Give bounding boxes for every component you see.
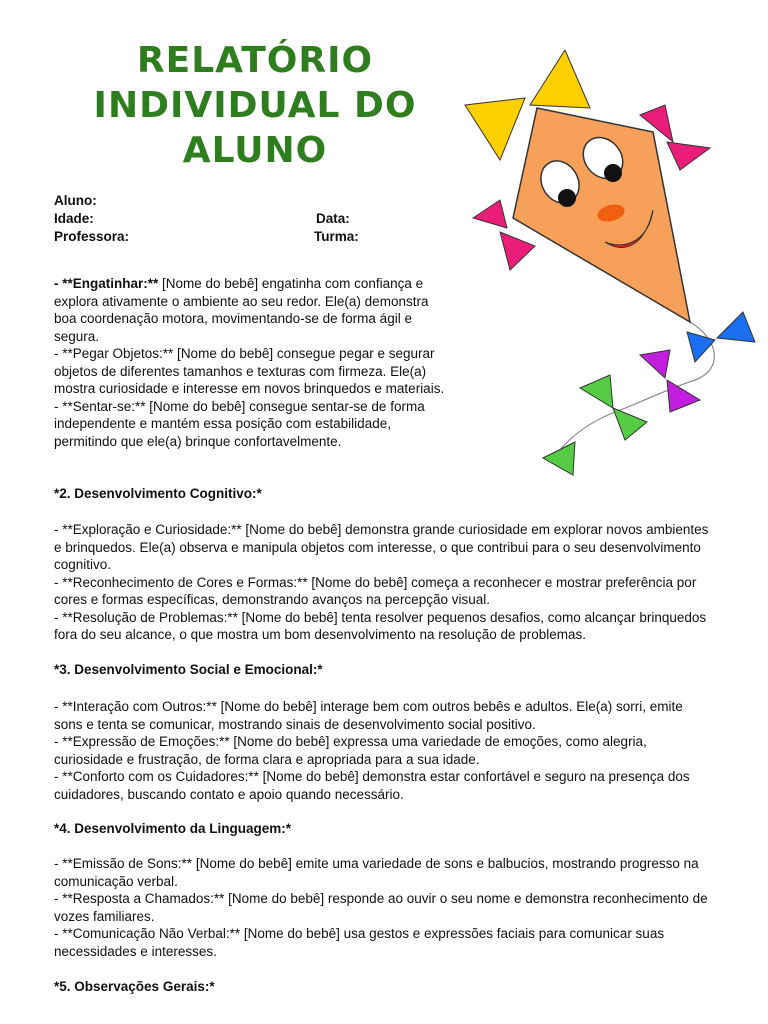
motor-item-sentar: - **Sentar-se:** [Nome do bebê] consegue sentar-se de forma independente e mantém essa posição com estabilidade, permitindo que ele(a) brinque confortavelmente. xyxy=(54,398,425,449)
motor-item-pegar-objetos: - **Pegar Objetos:** [Nome do bebê] consegue pegar e segurar objetos de diferentes tamanhos e texturas com firmeza. Ele(a) mostra curiosidade e interesse em novos brinquedos e materiais. xyxy=(54,346,445,396)
linguagem-item-2: - **Resposta a Chamados:** [Nome do bebê] responde ao ouvir o seu nome e demonstra reconhecimento de vozes familiares. xyxy=(54,891,708,924)
social-item-3: - **Conforto com os Cuidadores:** [Nome do bebê] demonstra estar confortável e seguro na presença dos cuidadores, buscando contato e apoio quando necessário. xyxy=(54,769,690,802)
bow-purple-top xyxy=(640,350,670,378)
title-line-2: INDIVIDUAL DO xyxy=(93,85,417,126)
field-data: Data: xyxy=(316,211,350,226)
bow-pink-right-bottom xyxy=(667,142,710,170)
motor-section xyxy=(54,275,454,450)
kite-pupil-left xyxy=(558,189,576,207)
social-item-1: - **Interação com Outros:** [Nome do bebê] interage bem com outros bebês e adultos. Ele(a) sorri, emite sons e tenta se comunicar, mostrando sinais de desenvolvimento social positivo. xyxy=(54,699,683,732)
field-aluno: Aluno: xyxy=(54,193,97,208)
bow-green-right xyxy=(613,408,647,440)
bow-purple-bottom xyxy=(667,380,700,412)
social-item-2: - **Expressão de Emoções:** [Nome do bebê] expressa uma variedade de emoções, como alegria, curiosidade e frustração, de forma clara e apropriada para a sua idade. xyxy=(54,734,647,767)
field-professora: Professora: xyxy=(54,229,130,244)
motor-item-engatinhar-label: - **Engatinhar:** xyxy=(54,276,159,291)
field-idade: Idade: xyxy=(54,211,94,226)
bow-green-bottom xyxy=(543,442,575,475)
bow-green-top xyxy=(580,375,613,408)
heading-observacoes: *5. Observações Gerais:* xyxy=(54,979,215,994)
document-title xyxy=(60,38,450,173)
cognitivo-item-1: - **Exploração e Curiosidade:** [Nome do bebê] demonstra grande curiosidade em explorar novos ambientes e brinquedos. Ele(a) observa e manipula objetos com interesse, o que contribui para o seu desenvolvimento cognitivo. xyxy=(54,522,709,572)
title-line-1: RELATÓRIO xyxy=(136,40,374,81)
heading-cognitivo: *2. Desenvolvimento Cognitivo:* xyxy=(54,486,262,501)
linguagem-item-1: - **Emissão de Sons:** [Nome do bebê] emite uma variedade de sons e balbucios, mostrando progresso na comunicação verbal. xyxy=(54,856,699,889)
bow-pink-left-top xyxy=(473,200,507,228)
bow-blue-left xyxy=(687,332,715,362)
title-line-3: ALUNO xyxy=(182,130,328,171)
linguagem-item-3: - **Comunicação Não Verbal:** [Nome do bebê] usa gestos e expressões faciais para comunicar suas necessidades e interesses. xyxy=(54,926,665,959)
bow-pink-left-bottom xyxy=(500,232,535,270)
kite-pupil-right xyxy=(604,164,622,182)
heading-linguagem: *4. Desenvolvimento da Linguagem:* xyxy=(54,821,292,836)
bow-blue-right xyxy=(717,312,755,342)
heading-social: *3. Desenvolvimento Social e Emocional:* xyxy=(54,662,323,677)
motor-item-engatinhar xyxy=(54,275,454,345)
bow-yellow-left xyxy=(465,98,525,160)
bow-yellow-right xyxy=(530,50,590,108)
field-turma: Turma: xyxy=(314,229,359,244)
cognitivo-item-3: - **Resolução de Problemas:** [Nome do bebê] tenta resolver pequenos desafios, como alcançar brinquedos fora do seu alcance, o que mostra um bom desenvolvimento na resolução de problemas. xyxy=(54,609,707,642)
linguagem-section xyxy=(54,855,714,960)
kite-illustration xyxy=(455,50,767,480)
cognitivo-section xyxy=(54,521,714,644)
motor-item-engatinhar-text: [Nome do bebê] engatinha com confiança e explora ativamente o ambiente ao seu redor. Ele(a) demonstra boa coordenação motora, movimentando-se de forma ágil e segura. xyxy=(54,276,429,344)
cognitivo-item-2: - **Reconhecimento de Cores e Formas:** [Nome do bebê] começa a reconhecer e mostrar preferência por cores e formas específicas, demonstrando avanços na percepção visual. xyxy=(54,574,697,607)
social-section xyxy=(54,698,714,803)
